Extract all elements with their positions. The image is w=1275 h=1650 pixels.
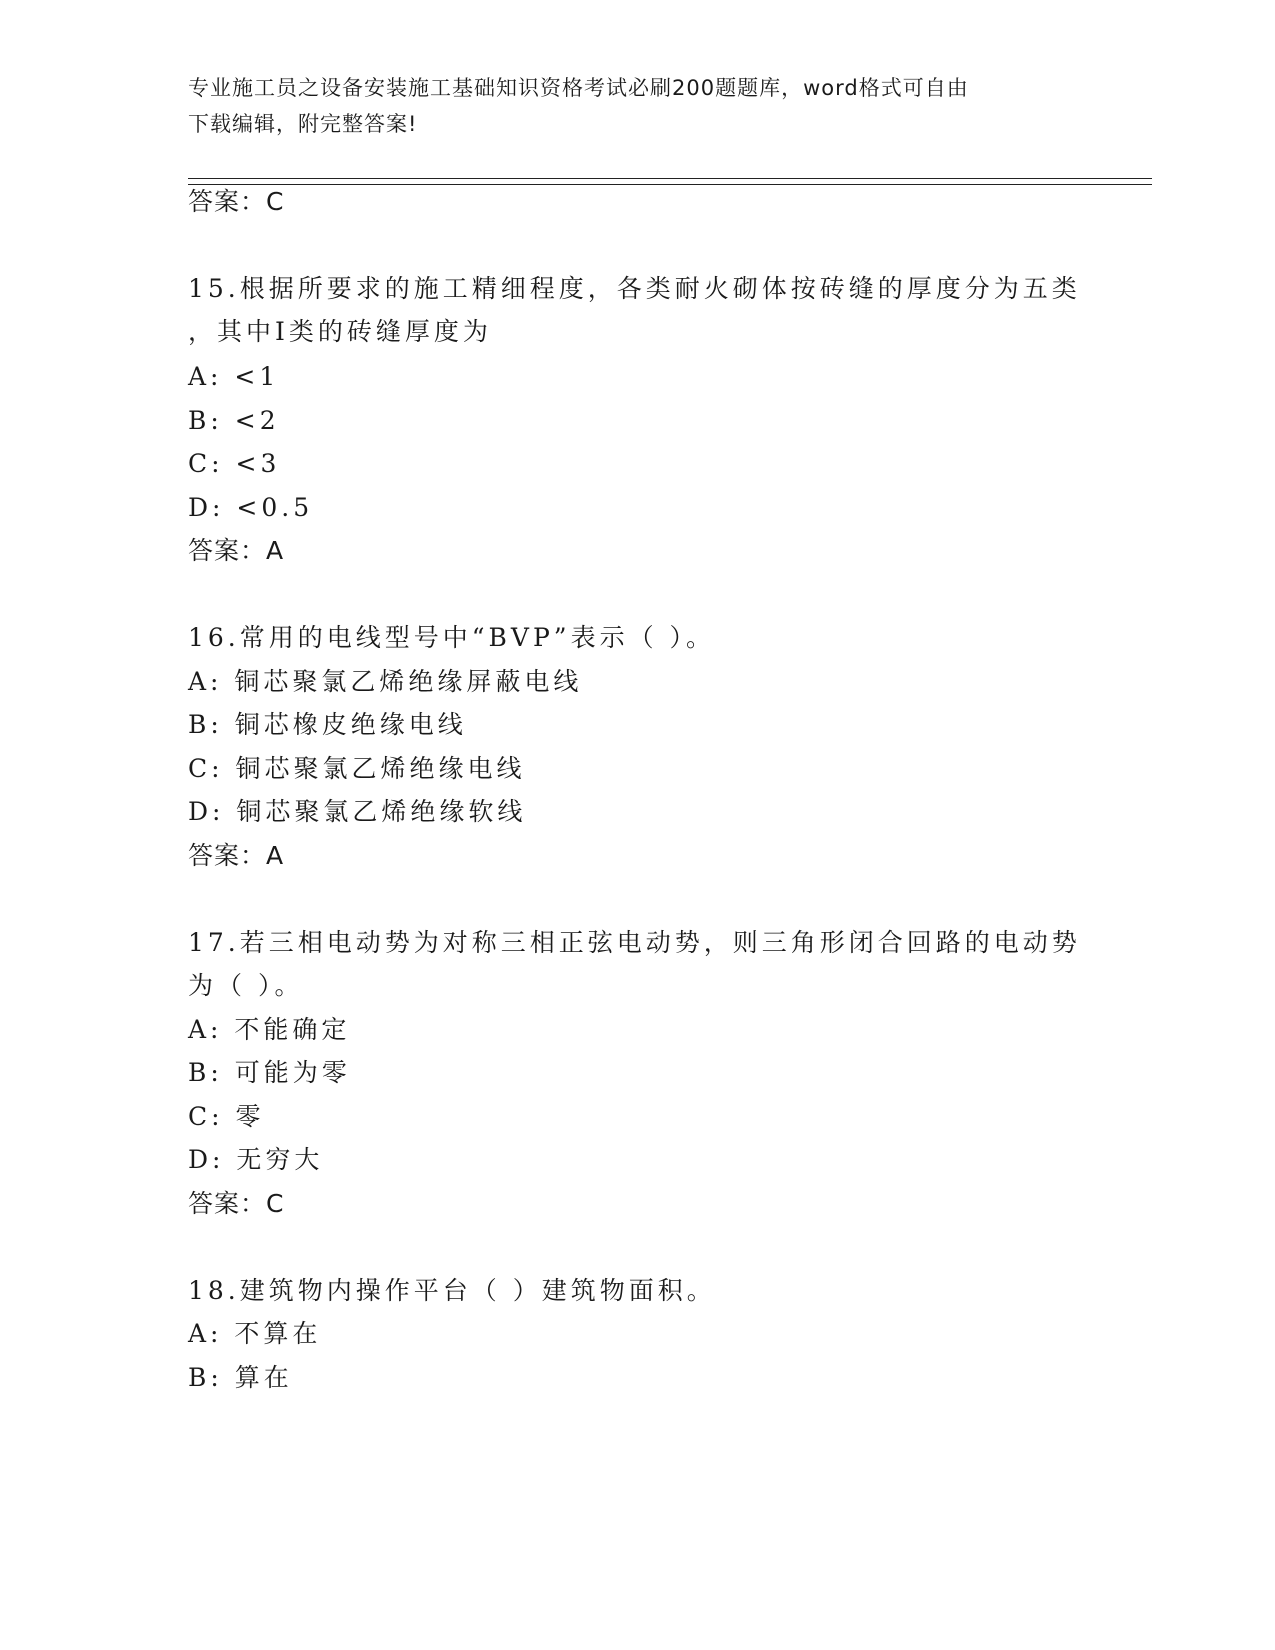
question-16-option-b: B: 铜芯橡皮绝缘电线 [188, 710, 467, 739]
question-18-stem: 18.建筑物内操作平台（ ）建筑物面积。 [188, 1276, 716, 1305]
question-15-option-c: C: <3 [188, 449, 281, 478]
question-16-answer: 答案：A [188, 841, 285, 870]
question-15-stem-line-2: ，其中Ⅰ类的砖缝厚度为 [188, 317, 492, 346]
question-16-option-a: A: 铜芯聚氯乙烯绝缘屏蔽电线 [188, 667, 583, 696]
document-header [188, 70, 1088, 142]
question-18-option-b: B: 算在 [188, 1363, 293, 1392]
question-16-stem: 16.常用的电线型号中“BVP”表示（ ）。 [188, 623, 716, 652]
question-17-option-a: A: 不能确定 [188, 1015, 351, 1044]
question-15-answer: 答案：A [188, 536, 285, 565]
header-divider-top [188, 178, 1152, 179]
question-17-option-d: D: 无穷大 [188, 1145, 324, 1174]
question-15-stem-line-1: 15.根据所要求的施工精细程度，各类耐火砌体按砖缝的厚度分为五类 [188, 274, 1081, 303]
question-18-option-a: A: 不算在 [188, 1319, 322, 1348]
answer-previous: 答案：C [188, 187, 285, 216]
header-line-1: 专业施工员之设备安装施工基础知识资格考试必刷200题题库，word格式可自由 [188, 76, 969, 100]
question-17-option-b: B: 可能为零 [188, 1058, 351, 1087]
question-15-option-a: A: <1 [188, 362, 280, 391]
question-17-answer: 答案：C [188, 1189, 285, 1218]
header-line-2: 下载编辑，附完整答案! [188, 112, 418, 136]
question-17-stem-line-1: 17.若三相电动势为对称三相正弦电动势，则三角形闭合回路的电动势 [188, 928, 1081, 957]
question-17-stem-line-2: 为（ ）。 [188, 971, 304, 1000]
question-15-option-d: D: <0.5 [188, 493, 314, 522]
question-16-option-d: D: 铜芯聚氯乙烯绝缘软线 [188, 797, 527, 826]
question-16-option-c: C: 铜芯聚氯乙烯绝缘电线 [188, 754, 526, 783]
header-divider-bottom [188, 184, 1152, 185]
question-15-option-b: B: <2 [188, 406, 280, 435]
question-17-option-c: C: 零 [188, 1102, 265, 1131]
